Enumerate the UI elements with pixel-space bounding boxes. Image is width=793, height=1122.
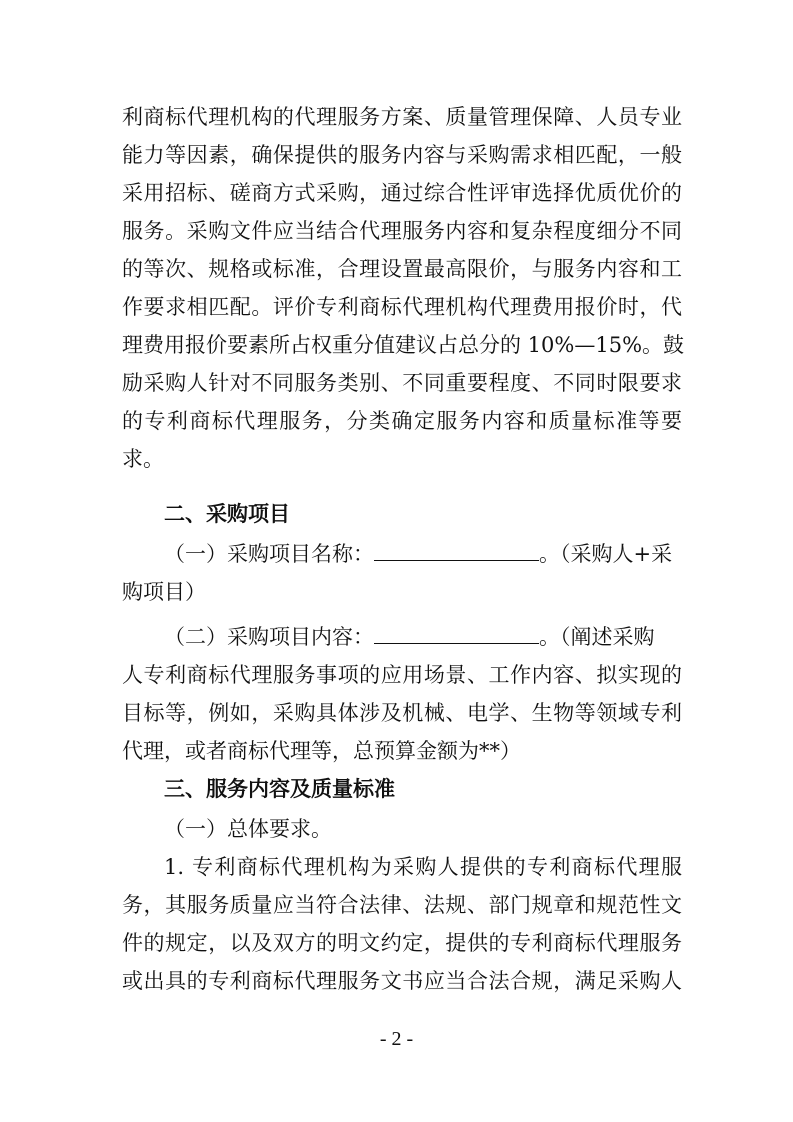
text-line: 1. 专利商标代理机构为采购人提供的专利商标代理服 [164,855,682,879]
project-content-blank [374,623,539,644]
text-line: 代理，或者商标代理等，总预算金额为**） [122,739,521,763]
text-line: 的等次、规格或标准，合理设置最高限价，与服务内容和工 [122,257,682,281]
text-line: 理费用报价要素所占权重分值建议占总分的 10%—15%。鼓 [122,333,685,357]
text-line: 购项目） [122,580,206,604]
project-content-note: 。（阐述采购 [539,625,655,649]
section-heading-procurement-project: 二、采购项目 [164,502,290,526]
text-line: 励采购人针对不同服务类别、不同重要程度、不同时限要求 [122,371,682,395]
text-line: 作要求相匹配。评价专利商标代理机构代理费用报价时，代 [122,295,682,319]
text-line: 务，其服务质量应当符合法律、法规、部门规章和规范性文 [122,893,682,917]
text-line: 利商标代理机构的代理服务方案、质量管理保障、人员专业 [122,105,682,129]
text-line: 人专利商标代理服务事项的应用场景、工作内容、拟实现的 [122,663,682,687]
text-line: 采用招标、磋商方式采购，通过综合性评审选择优质优价的 [122,181,682,205]
project-name-label: （一）采购项目名称： [164,542,374,566]
text-line: 目标等，例如，采购具体涉及机械、电学、生物等领域专利 [122,701,682,725]
text-line: 求。 [122,447,164,471]
subheading-general-requirements: （一）总体要求。 [164,817,332,841]
text-line: 的专利商标代理服务，分类确定服务内容和质量标准等要 [122,409,682,433]
project-content-line [164,620,682,654]
text-line: 或出具的专利商标代理服务文书应当合法合规，满足采购人 [122,969,682,993]
text-line: 能力等因素，确保提供的服务内容与采购需求相匹配，一般 [122,143,682,167]
text-line: 件的规定，以及双方的明文约定，提供的专利商标代理服务 [122,931,682,955]
project-name-note: 。（采购人+采 [539,542,673,566]
text-line: 服务。采购文件应当结合代理服务内容和复杂程度细分不同 [122,219,682,243]
project-content-label: （二）采购项目内容： [164,625,374,649]
project-name-line [164,537,682,571]
page-number: - 2 - [379,1028,414,1050]
project-name-blank [374,540,539,561]
section-heading-service-content: 三、服务内容及质量标准 [164,777,395,801]
